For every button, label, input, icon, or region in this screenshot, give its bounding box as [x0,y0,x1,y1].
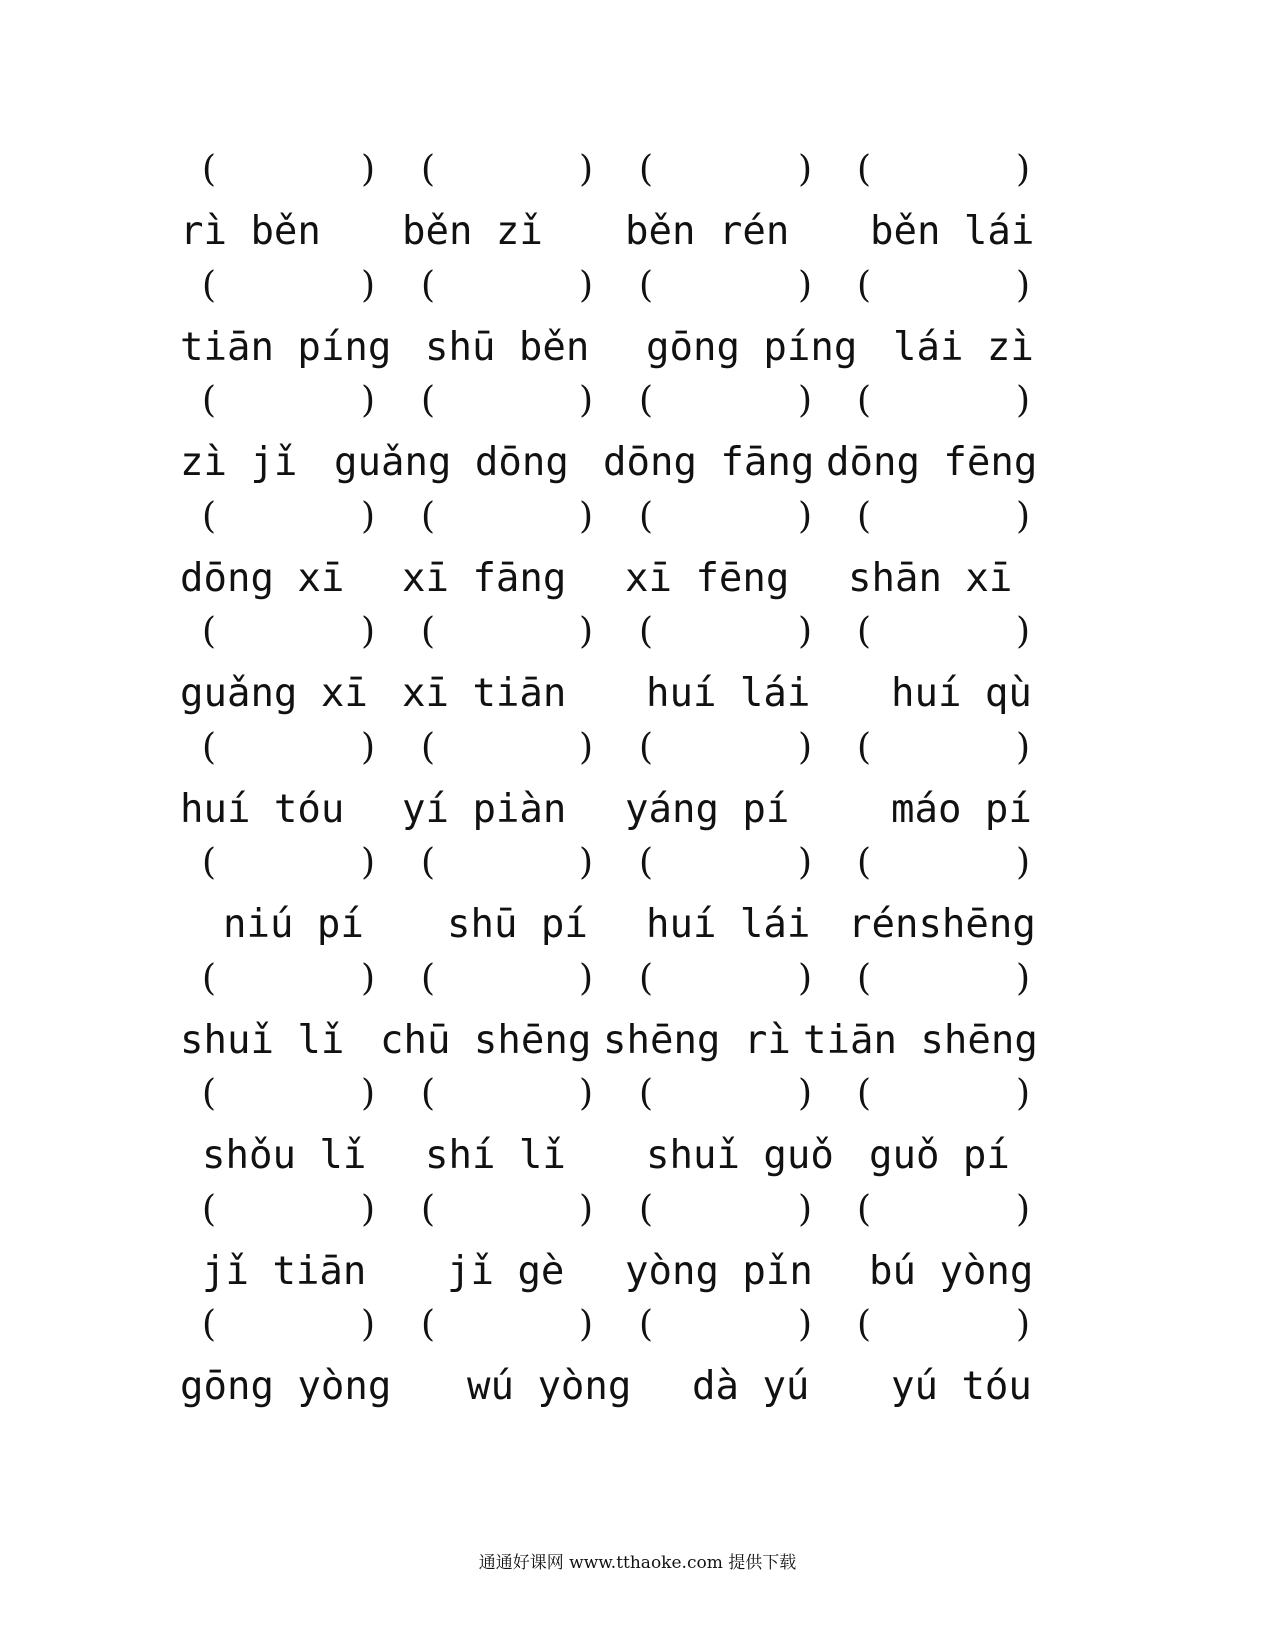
answer-blank-row [0,728,1275,768]
pinyin-word: yáng pí [625,787,790,832]
answer-blank-close-paren: ) [361,265,376,306]
answer-blank-close-paren: ) [798,727,813,768]
pinyin-word: guǎng dōng [334,440,569,485]
answer-blank-close-paren: ) [1016,611,1031,652]
answer-blank-close-paren: ) [361,611,376,652]
pinyin-word: rénshēng [848,902,1036,947]
answer-blank-close-paren: ) [361,842,376,883]
pinyin-row [0,323,1275,373]
pinyin-word: lái zì [893,325,1034,370]
answer-blank-row [0,612,1275,652]
answer-blank-open-paren: ( [639,1304,654,1345]
answer-blank-open-paren: ( [857,842,872,883]
answer-blank-close-paren: ) [798,842,813,883]
pinyin-row [0,554,1275,604]
answer-blank-close-paren: ) [361,958,376,999]
answer-blank-close-paren: ) [361,149,376,190]
pinyin-row [0,438,1275,488]
answer-blank-close-paren: ) [579,727,594,768]
answer-blank-open-paren: ( [421,1304,436,1345]
pinyin-word: shí lǐ [425,1133,566,1178]
answer-blank-open-paren: ( [639,149,654,190]
answer-blank-open-paren: ( [639,611,654,652]
pinyin-row [0,785,1275,835]
pinyin-word: huí lái [646,902,811,947]
answer-blank-close-paren: ) [361,496,376,537]
answer-blank-close-paren: ) [579,611,594,652]
answer-blank-close-paren: ) [798,958,813,999]
answer-blank-open-paren: ( [202,380,217,421]
answer-blank-close-paren: ) [361,1073,376,1114]
pinyin-word: běn rén [625,209,790,254]
answer-blank-close-paren: ) [1016,380,1031,421]
answer-blank-open-paren: ( [202,149,217,190]
answer-blank-row [0,497,1275,537]
answer-blank-open-paren: ( [421,265,436,306]
answer-blank-open-paren: ( [421,611,436,652]
answer-blank-close-paren: ) [1016,496,1031,537]
pinyin-word: yòng pǐn [625,1249,813,1294]
answer-blank-close-paren: ) [1016,1189,1031,1230]
answer-blank-open-paren: ( [421,380,436,421]
answer-blank-close-paren: ) [361,727,376,768]
answer-blank-open-paren: ( [857,496,872,537]
answer-blank-close-paren: ) [361,380,376,421]
pinyin-row [0,669,1275,719]
pinyin-word: máo pí [891,787,1032,832]
pinyin-word: dà yú [692,1364,810,1409]
pinyin-word: shān xī [848,556,1013,601]
pinyin-word: dōng xī [180,556,345,601]
pinyin-word: gōng píng [646,325,858,370]
answer-blank-open-paren: ( [639,842,654,883]
answer-blank-open-paren: ( [202,958,217,999]
answer-blank-close-paren: ) [1016,727,1031,768]
pinyin-word: zì jǐ [180,440,298,485]
pinyin-word: běn zǐ [402,209,543,254]
pinyin-word: guǎng xī [180,671,368,716]
answer-blank-open-paren: ( [639,265,654,306]
pinyin-word: shǒu lǐ [202,1133,367,1178]
answer-blank-open-paren: ( [421,1189,436,1230]
answer-blank-open-paren: ( [857,265,872,306]
answer-blank-close-paren: ) [798,1073,813,1114]
answer-blank-open-paren: ( [639,380,654,421]
answer-blank-open-paren: ( [421,958,436,999]
answer-blank-open-paren: ( [202,496,217,537]
answer-blank-row [0,1305,1275,1345]
pinyin-word: shū pí [447,902,588,947]
pinyin-word: yú tóu [891,1364,1032,1409]
answer-blank-close-paren: ) [798,1189,813,1230]
pinyin-word: chū shēng [380,1018,592,1063]
answer-blank-open-paren: ( [639,1189,654,1230]
answer-blank-close-paren: ) [1016,1073,1031,1114]
pinyin-word: shuǐ guǒ [646,1133,834,1178]
pinyin-row [0,1131,1275,1181]
answer-blank-row [0,150,1275,190]
pinyin-word: guǒ pí [869,1133,1010,1178]
answer-blank-open-paren: ( [421,149,436,190]
answer-blank-open-paren: ( [857,1073,872,1114]
pinyin-word: tiān shēng [803,1018,1038,1063]
answer-blank-close-paren: ) [361,1189,376,1230]
pinyin-word: běn lái [870,209,1035,254]
pinyin-word: jǐ gè [447,1249,565,1294]
answer-blank-open-paren: ( [202,1304,217,1345]
answer-blank-close-paren: ) [579,149,594,190]
pinyin-word: huí lái [646,671,811,716]
answer-blank-open-paren: ( [857,1304,872,1345]
pinyin-word: gōng yòng [180,1364,392,1409]
answer-blank-close-paren: ) [1016,1304,1031,1345]
answer-blank-close-paren: ) [1016,842,1031,883]
pinyin-row [0,900,1275,950]
answer-blank-open-paren: ( [202,842,217,883]
pinyin-word: wú yòng [467,1364,632,1409]
pinyin-word: xī fēng [625,556,790,601]
pinyin-word: dōng fāng [603,440,815,485]
answer-blank-close-paren: ) [798,496,813,537]
answer-blank-close-paren: ) [579,842,594,883]
answer-blank-open-paren: ( [421,727,436,768]
answer-blank-row [0,843,1275,883]
answer-blank-close-paren: ) [579,1073,594,1114]
answer-blank-open-paren: ( [202,1073,217,1114]
answer-blank-open-paren: ( [421,842,436,883]
answer-blank-close-paren: ) [1016,265,1031,306]
answer-blank-close-paren: ) [579,1189,594,1230]
pinyin-row [0,1362,1275,1412]
pinyin-word: xī tiān [402,671,567,716]
answer-blank-row [0,959,1275,999]
answer-blank-open-paren: ( [857,380,872,421]
answer-blank-open-paren: ( [857,727,872,768]
answer-blank-close-paren: ) [798,1304,813,1345]
answer-blank-close-paren: ) [798,380,813,421]
footer-credit: 通通好课网 www.tthaoke.com 提供下载 [478,1553,797,1573]
answer-blank-open-paren: ( [857,958,872,999]
answer-blank-open-paren: ( [857,1189,872,1230]
answer-blank-close-paren: ) [579,265,594,306]
answer-blank-close-paren: ) [798,149,813,190]
answer-blank-close-paren: ) [798,611,813,652]
answer-blank-close-paren: ) [1016,958,1031,999]
answer-blank-open-paren: ( [639,1073,654,1114]
pinyin-word: huí qù [891,671,1032,716]
pinyin-word: yí piàn [402,787,567,832]
pinyin-word: xī fāng [402,556,567,601]
pinyin-word: shēng rì [603,1018,791,1063]
answer-blank-open-paren: ( [421,1073,436,1114]
answer-blank-close-paren: ) [579,380,594,421]
answer-blank-close-paren: ) [579,958,594,999]
pinyin-word: shuǐ lǐ [180,1018,345,1063]
answer-blank-close-paren: ) [579,496,594,537]
pinyin-row [0,207,1275,257]
pinyin-word: shū běn [425,325,590,370]
answer-blank-open-paren: ( [639,958,654,999]
answer-blank-open-paren: ( [202,265,217,306]
answer-blank-open-paren: ( [202,1189,217,1230]
pinyin-word: huí tóu [180,787,345,832]
answer-blank-row [0,1190,1275,1230]
answer-blank-close-paren: ) [798,265,813,306]
answer-blank-open-paren: ( [857,149,872,190]
pinyin-word: niú pí [223,902,364,947]
answer-blank-open-paren: ( [639,496,654,537]
answer-blank-close-paren: ) [1016,149,1031,190]
answer-blank-open-paren: ( [202,611,217,652]
pinyin-word: rì běn [180,209,321,254]
pinyin-row [0,1016,1275,1066]
pinyin-word: tiān píng [180,325,392,370]
pinyin-word: dōng fēng [826,440,1038,485]
answer-blank-close-paren: ) [579,1304,594,1345]
answer-blank-open-paren: ( [639,727,654,768]
answer-blank-open-paren: ( [857,611,872,652]
answer-blank-open-paren: ( [202,727,217,768]
answer-blank-close-paren: ) [361,1304,376,1345]
pinyin-word: bú yòng [869,1249,1034,1294]
answer-blank-row [0,1074,1275,1114]
answer-blank-row [0,266,1275,306]
pinyin-word: jǐ tiān [202,1249,367,1294]
answer-blank-open-paren: ( [421,496,436,537]
pinyin-row [0,1247,1275,1297]
answer-blank-row [0,381,1275,421]
